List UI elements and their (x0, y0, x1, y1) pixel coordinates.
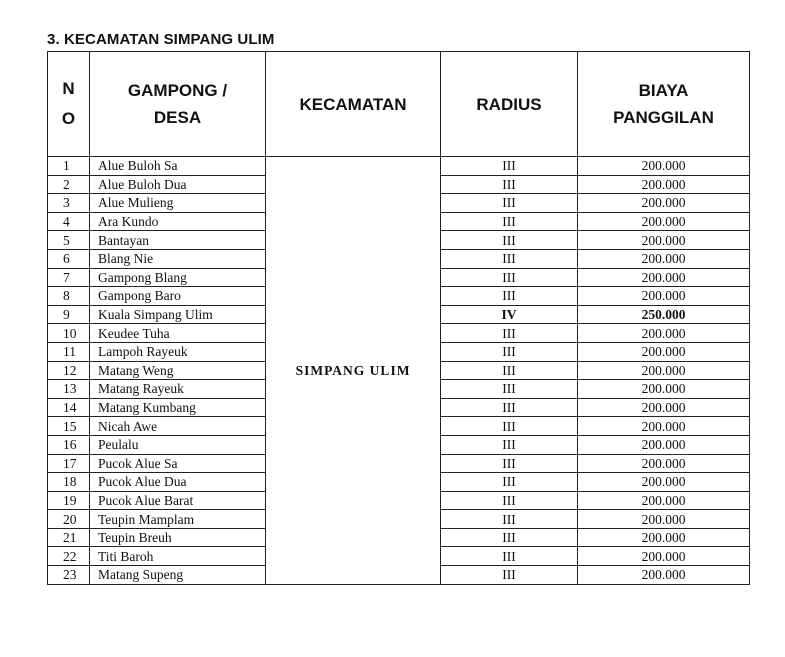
row-radius: III (441, 324, 578, 343)
row-radius: III (441, 380, 578, 399)
header-biaya (578, 52, 750, 157)
row-radius: III (441, 361, 578, 380)
row-biaya: 200.000 (578, 528, 750, 547)
row-desa: Gampong Blang (90, 268, 266, 287)
row-desa: Pucok Alue Barat (90, 491, 266, 510)
row-radius: III (441, 249, 578, 268)
row-biaya: 200.000 (578, 454, 750, 473)
row-number: 19 (48, 491, 90, 510)
row-biaya: 200.000 (578, 566, 750, 585)
row-number: 3 (48, 194, 90, 213)
row-desa: Blang Nie (90, 249, 266, 268)
row-number: 15 (48, 417, 90, 436)
row-number: 22 (48, 547, 90, 566)
row-desa: Pucok Alue Sa (90, 454, 266, 473)
row-biaya: 200.000 (578, 157, 750, 176)
row-number: 12 (48, 361, 90, 380)
row-radius: III (441, 194, 578, 213)
row-radius: III (441, 268, 578, 287)
row-number: 8 (48, 287, 90, 306)
row-biaya: 200.000 (578, 417, 750, 436)
row-number: 18 (48, 473, 90, 492)
row-desa: Titi Baroh (90, 547, 266, 566)
row-biaya: 200.000 (578, 342, 750, 361)
row-radius: III (441, 510, 578, 529)
row-biaya: 200.000 (578, 361, 750, 380)
row-number: 21 (48, 528, 90, 547)
row-number: 14 (48, 398, 90, 417)
row-biaya: 250.000 (578, 305, 750, 324)
row-radius: III (441, 473, 578, 492)
row-radius: III (441, 175, 578, 194)
row-biaya: 200.000 (578, 324, 750, 343)
row-radius: III (441, 454, 578, 473)
row-biaya: 200.000 (578, 287, 750, 306)
row-desa: Nicah Awe (90, 417, 266, 436)
row-desa: Bantayan (90, 231, 266, 250)
header-no-line1: N (62, 79, 75, 98)
header-radius: RADIUS (441, 52, 578, 157)
row-radius: III (441, 157, 578, 176)
row-biaya: 200.000 (578, 491, 750, 510)
row-desa: Lampoh Rayeuk (90, 342, 266, 361)
row-number: 17 (48, 454, 90, 473)
row-biaya: 200.000 (578, 268, 750, 287)
page-title: 3. KECAMATAN SIMPANG ULIM (47, 31, 275, 48)
row-radius: III (441, 417, 578, 436)
table-row (48, 157, 750, 176)
village-table (47, 51, 750, 585)
header-biaya-line1: BIAYA (638, 81, 689, 100)
row-number: 10 (48, 324, 90, 343)
row-biaya: 200.000 (578, 194, 750, 213)
row-number: 7 (48, 268, 90, 287)
row-biaya: 200.000 (578, 435, 750, 454)
row-desa: Pucok Alue Dua (90, 473, 266, 492)
table-body (48, 157, 750, 585)
header-no-line2: O (61, 109, 76, 128)
row-radius: III (441, 287, 578, 306)
row-biaya: 200.000 (578, 249, 750, 268)
header-desa (90, 52, 266, 157)
row-radius: III (441, 342, 578, 361)
row-number: 9 (48, 305, 90, 324)
row-radius: III (441, 491, 578, 510)
table-header-row (48, 52, 750, 157)
row-radius: III (441, 212, 578, 231)
row-biaya: 200.000 (578, 510, 750, 529)
row-biaya: 200.000 (578, 398, 750, 417)
row-biaya: 200.000 (578, 380, 750, 399)
row-biaya: 200.000 (578, 231, 750, 250)
row-biaya: 200.000 (578, 547, 750, 566)
row-number: 16 (48, 435, 90, 454)
kecamatan-cell (266, 157, 441, 585)
row-desa: Ara Kundo (90, 212, 266, 231)
row-desa: Teupin Mamplam (90, 510, 266, 529)
row-number: 11 (48, 342, 90, 361)
row-radius: III (441, 231, 578, 250)
row-radius: III (441, 566, 578, 585)
row-desa: Peulalu (90, 435, 266, 454)
row-desa: Matang Weng (90, 361, 266, 380)
row-number: 20 (48, 510, 90, 529)
row-radius: III (441, 547, 578, 566)
row-number: 2 (48, 175, 90, 194)
row-desa: Alue Buloh Sa (90, 157, 266, 176)
row-desa: Matang Kumbang (90, 398, 266, 417)
row-desa: Gampong Baro (90, 287, 266, 306)
header-desa-line2: DESA (153, 108, 202, 127)
row-number: 1 (48, 157, 90, 176)
row-number: 6 (48, 249, 90, 268)
row-desa: Teupin Breuh (90, 528, 266, 547)
row-desa: Alue Mulieng (90, 194, 266, 213)
header-no (48, 52, 90, 157)
row-desa: Matang Supeng (90, 566, 266, 585)
row-biaya: 200.000 (578, 175, 750, 194)
row-number: 13 (48, 380, 90, 399)
row-desa: Matang Rayeuk (90, 380, 266, 399)
header-desa-line1: GAMPONG / (127, 81, 228, 100)
kecamatan-name: SIMPANG ULIM (295, 362, 411, 378)
row-radius: III (441, 435, 578, 454)
row-number: 5 (48, 231, 90, 250)
header-kecamatan: KECAMATAN (266, 52, 441, 157)
row-biaya: 200.000 (578, 473, 750, 492)
row-desa: Keudee Tuha (90, 324, 266, 343)
row-radius: III (441, 398, 578, 417)
row-desa: Alue Buloh Dua (90, 175, 266, 194)
header-biaya-line2: PANGGILAN (613, 108, 714, 127)
row-biaya: 200.000 (578, 212, 750, 231)
row-number: 23 (48, 566, 90, 585)
row-radius: IV (441, 305, 578, 324)
row-radius: III (441, 528, 578, 547)
row-desa: Kuala Simpang Ulim (90, 305, 266, 324)
row-number: 4 (48, 212, 90, 231)
